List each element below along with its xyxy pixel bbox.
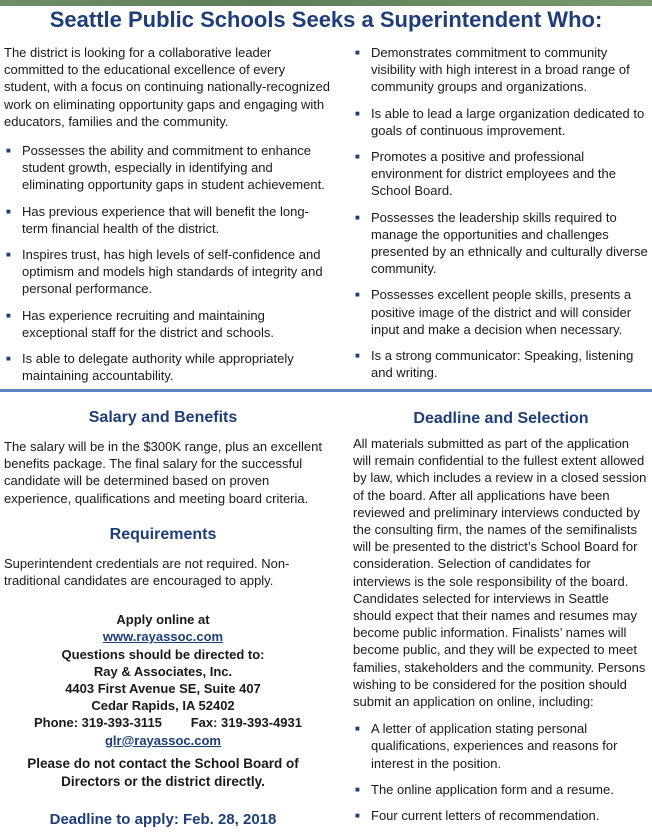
left-qualifications-list [4,142,332,384]
fax-number: Fax: 319-393-4931 [190,715,302,731]
company-name: Ray & Associates, Inc. [93,663,233,679]
website-link[interactable]: www.rayassoc.com [102,629,224,645]
phone-number: Phone: 319-393-3115 [34,715,162,731]
list-item: ■ Inspires trust, has high levels of self-confidence and optimism and models high standards of integrity and personal performance. [6,247,323,297]
page-title: Seattle Public Schools Seeks a Superintendent Who: [49,7,603,32]
list-item: ■ Possesses excellent people skills, presents a positive image of the district and will consider input and make a decision when necessary. [355,287,632,337]
square-bullet-icon: ■ [355,351,360,361]
square-bullet-icon: ■ [6,354,11,364]
section-divider [0,389,652,392]
left-column-top [4,44,332,393]
questions-label: Questions should be directed to: [61,646,265,662]
right-column-bottom [353,409,649,833]
square-bullet-icon: ■ [6,310,11,320]
address-line-2: Cedar Rapids, IA 52402 [91,698,235,714]
intro-paragraph: The district is looking for a collaborative leader committed to the educational excellence of every student, with a focus on continuing nationally-recognized work on eliminating opportunity gaps and engaging with educators, families and the community. [4,45,330,129]
square-bullet-icon: ■ [355,784,360,794]
requirements-text: Superintendent credentials are not required. Non-traditional candidates are encouraged to apply. [4,555,290,589]
square-bullet-icon: ■ [6,250,11,260]
list-item: ■ A letter of application stating personal qualifications, experiences and reasons for interest in the position. [355,721,618,771]
square-bullet-icon: ■ [355,811,360,821]
deadline-selection-heading: Deadline and Selection [413,410,589,427]
list-item: ■ Has experience recruiting and maintaining exceptional staff for the district and schools. [6,307,274,340]
list-item: ■ Promotes a positive and professional environment for district employees and the School Board. [355,149,616,199]
square-bullet-icon: ■ [355,724,360,734]
square-bullet-icon: ■ [355,152,360,162]
list-item: ■ Demonstrates commitment to community visibility with high interest in a broad range of community groups and organizations. [355,45,630,95]
contact-note: Please do not contact the School Board of Directors or the district directly. [27,755,299,789]
square-bullet-icon: ■ [355,48,360,57]
requirements-heading: Requirements [109,525,217,543]
deadline-to-apply: Deadline to apply: Feb. 28, 2018 [49,810,277,828]
application-materials-list [353,720,649,824]
apply-online-label: Apply online at [116,612,210,628]
list-item: ■ Is able to lead a large organization dedicated to goals of continuous improvement. [355,105,645,138]
list-item: ■ The online application form and a resume. [355,781,614,797]
list-item: ■ Is able to delegate authority while appropriately maintaining accountability. [6,351,294,384]
deadline-selection-text: All materials submitted as part of the application will remain confidential to the fullest extent allowed by law, which includes a review in a closed session of the board. After all applications have been reviewed and preliminary interviews conducted by the consulting firm, the names of the semifinalists will be presented to the district’s School Board for consideration. Selection of candidates for interviews is the sole responsibility of the board. Candidates selected for interviews in Seattle should expect that their names and resumes may become public information. Finalists’ names will become public, and they will be expected to meet families, stakeholders and the community. Persons wishing to be considered for the position should submit an application on online, including: [353,436,647,710]
list-item: ■ Is a strong communicator: Speaking, listening and writing. [355,348,634,381]
email-link[interactable]: glr@rayassoc.com [104,732,221,748]
list-item: ■ Four current letters of recommendation. [355,808,600,824]
list-item: ■ Possesses the leadership skills required to manage the opportunities and challenges presented by an ethnically and culturally diverse community. [355,209,648,277]
square-bullet-icon: ■ [355,108,360,118]
square-bullet-icon: ■ [6,206,11,216]
right-qualifications-list [353,44,649,381]
salary-heading: Salary and Benefits [88,409,238,426]
square-bullet-icon: ■ [6,146,11,156]
phone-fax-row [4,714,322,731]
square-bullet-icon: ■ [355,290,360,300]
address-line-1: 4403 First Avenue SE, Suite 407 [65,681,261,697]
list-item: ■ Has previous experience that will benefit the long-term financial health of the district. [6,203,309,236]
salary-text: The salary will be in the $300K range, plus an excellent benefits package. The final salary for the successful candidate will be determined based on proven experience, qualifications and meeting board criteria. [4,439,322,506]
square-bullet-icon: ■ [355,212,360,222]
left-column-bottom [4,408,322,828]
apply-contact-block [4,611,322,749]
right-column-top [353,44,649,390]
list-item: ■ Possesses the ability and commitment to enhance student growth, especially in identifying and eliminating opportunity gaps in student achievement. [6,143,325,193]
